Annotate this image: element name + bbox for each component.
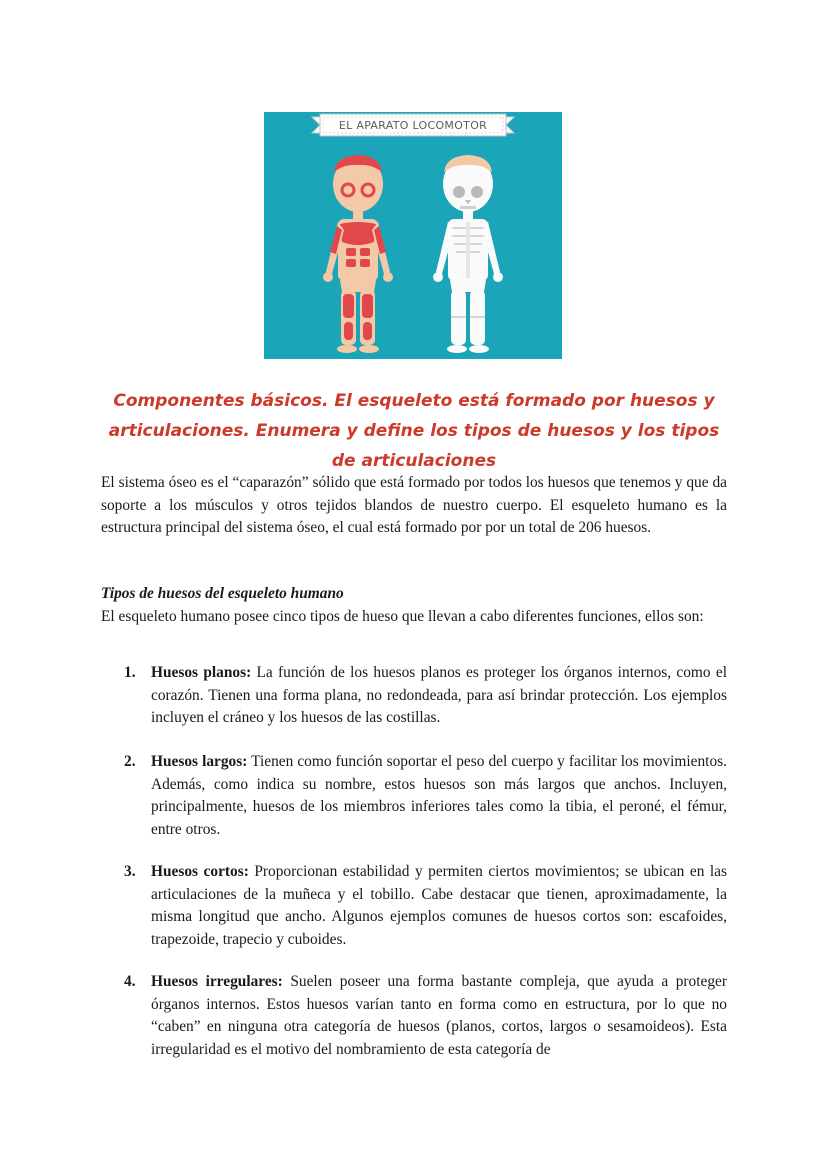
muscle-figure [323,155,393,353]
bone-type-list-item [124,751,727,841]
item-number: 2. [124,753,136,770]
intro-paragraph: El sistema óseo es el “caparazón” sólido que está formado por todos los huesos que tenemos y que da soporte a los músculos y otros tejidos blandos de nuestro cuerpo. El esqueleto humano es la estructura principal del sistema óseo, el cual está formado por por un total de 206 huesos. [101,474,727,537]
item-number: 4. [124,973,136,990]
item-term: Huesos cortos: [151,863,249,880]
item-term: Huesos planos: [151,664,252,681]
item-text: Tienen como función soportar el peso del cuerpo y facilitar los movimientos. Además, como indica su nombre, estos huesos son más largos que anchos. Incluyen, principalmente, huesos de los miembros inferiores tales como la tibia, el peroné, el fémur, entre otros. [151,753,727,838]
item-number: 3. [124,863,136,880]
locomotor-illustration [264,112,562,359]
item-text: La función de los huesos planos es proteger los órganos internos, como el corazón. Tienen una forma plana, no redondeada, para así brindar protección. Los ejemplos incluyen el cráneo y los huesos de las costillas. [151,664,727,727]
section-heading: Componentes básicos. El esqueleto está formado por huesos y articulaciones. Enumera y define los tipos de huesos y los tipos de articulaciones [108,391,720,471]
banner-ribbon [312,114,514,136]
item-text: Proporcionan estabilidad y permiten ciertos movimientos; se ubican en las articulaciones de la muñeca y el tobillo. Cabe destacar que tienen, aproximadamente, la misma longitud que ancho. Algunos ejemplos comunes de huesos cortos son: escafoides, trapezoide, trapecio y cuboides. [151,863,727,948]
item-term: Huesos irregulares: [151,973,283,990]
banner-title: EL APARATO LOCOMOTOR [338,119,488,132]
bone-type-list-item [124,662,727,730]
bone-type-list-item [124,971,727,1061]
item-term: Huesos largos: [151,753,248,770]
item-text: Suelen poseer una forma bastante compleja, que ayuda a proteger órganos internos. Estos huesos varían tanto en forma como en estructura, por lo que no “caben” en ninguna otra categoría de huesos (planos, cortos, largos o sesamoideos). Esta irregularidad es el motivo del nombramiento de esta categoría de [151,973,727,1058]
item-number: 1. [124,664,136,681]
subsection-text: El esqueleto humano posee cinco tipos de hueso que llevan a cabo diferentes funciones, ellos son: [101,608,704,625]
skeleton-figure [433,155,503,353]
subsection-title: Tipos de huesos del esqueleto humano [101,585,344,602]
bone-type-list-item [124,861,727,951]
illustration-svg [264,112,562,359]
